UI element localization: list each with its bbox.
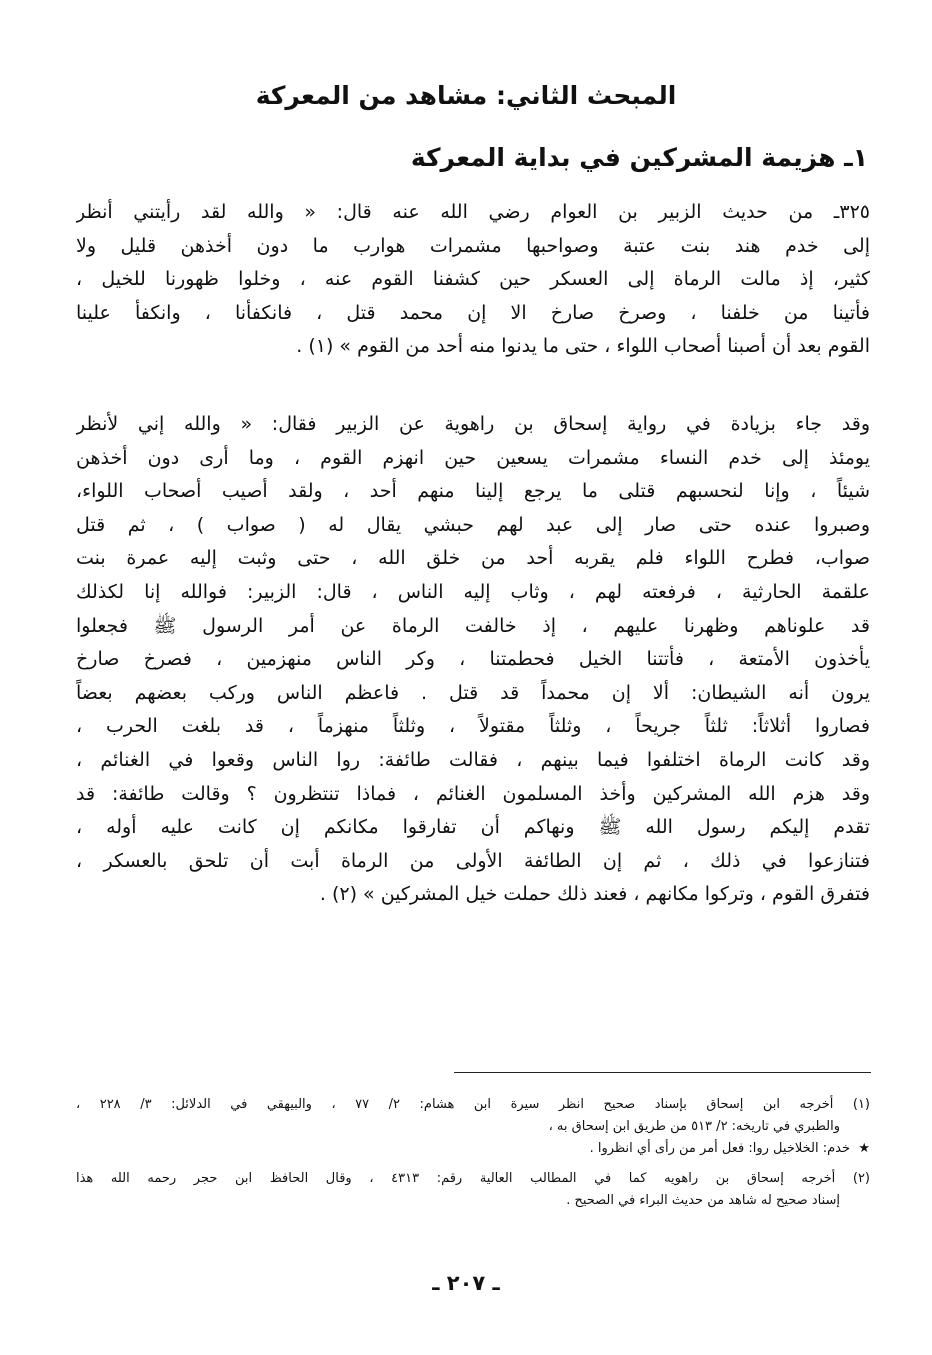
text-line: إلى خدم هند بنت عتبة وصواحبها مشمرات هوارب ما دون أخذهن قليل ولا bbox=[76, 234, 870, 257]
text-line: علقمة الحارثية ، فرفعته لهم ، وثاب إليه الناس ، قال: الزبير: فوالله إنا لكذلك bbox=[76, 580, 870, 603]
text-line: يومئذ إلى خدم النساء مشمرات يسعين حين انهزم القوم ، وما أرى دون أخذهن bbox=[76, 446, 870, 469]
text-line: صواب، فطرح اللواء فلم يقربه أحد من خلق الله ، حتى وثبت إليه عمرة بنت bbox=[76, 547, 870, 570]
text-line: يأخذون الأمتعة ، فأتتنا الخيل فحطمتنا ، وكر الناس منهزمين ، فصرخ صارخ bbox=[76, 648, 870, 671]
footnote-line: والطبري في تاريخه: ٢/ ٥١٣ من طريق ابن إسحاق به ، bbox=[548, 1119, 840, 1134]
footnotes bbox=[76, 1094, 870, 1220]
text-line: القوم بعد أن أصبنا أصحاب اللواء ، حتى ما يدنوا منه أحد من القوم » (١) . bbox=[296, 335, 870, 358]
section-subtitle: ١ـ هزيمة المشركين في بداية المعركة bbox=[410, 143, 868, 172]
text-line: قد علوناهم وظهرنا عليهم ، إذ خالفت الرماة عن أمر الرسول ﷺ فجعلوا bbox=[76, 614, 870, 637]
text-line: فصاروا أثلاثاً: ثلثاً جريحاً ، وثلثاً مقتولاً ، وثلثاً منهزماً ، قد بلغت الحرب ، bbox=[76, 715, 870, 738]
text-line: يرون أنه الشيطان: ألا إن محمداً قد قتل . فاعظم الناس وركب بعضهم بعضاً bbox=[76, 681, 870, 704]
text-line: تقدم إليكم رسول الله ﷺ ونهاكم أن تفارقوا مكانكم إن كانت عليه أوله ، bbox=[76, 816, 870, 839]
footnote-star-text: خدم: الخلاخيل روا: فعل أمر من رأى أي انظروا . bbox=[589, 1141, 850, 1156]
text-line: وقد هزم الله المشركين وأخذ المسلمون الغنائم ، فماذا تنتظرون ؟ وقالت طائفة: قد bbox=[76, 782, 870, 805]
text-line: كثير، إذ مالت الرماة إلى العسكر حين كشفنا القوم عنه ، وخلوا ظهورنا للخيل ، bbox=[76, 268, 870, 291]
footnote-star-line bbox=[76, 1138, 870, 1160]
text-line: فتفرق القوم ، وتركوا مكانهم ، فعند ذلك حملت خيل المشركين » (٢) . bbox=[319, 883, 870, 906]
text-line: ٣٢٥ـ من حديث الزبير بن العوام رضي الله عنه قال: « والله لقد رأيتني أنظر bbox=[76, 201, 870, 223]
star-icon: ★ bbox=[858, 1141, 870, 1156]
footnote-1 bbox=[76, 1094, 870, 1160]
footnote-2 bbox=[76, 1168, 870, 1212]
footnote-divider bbox=[454, 1072, 871, 1073]
text-line: فأتينا من خلفنا ، وصرخ صارخ الا إن محمد قتل ، فانكفأنا ، وانكفأ علينا bbox=[76, 301, 870, 324]
section-title: المبحث الثاني: مشاهد من المعركة bbox=[255, 81, 677, 110]
text-line: شيئاً ، وإنا لنحسبهم قتلى ما يرجع إلينا منهم أحد ، ولقد أصيب أصحاب اللواء، bbox=[76, 480, 870, 503]
text-line: فتنازعوا في ذلك ، ثم إن الطائفة الأولى من الرماة أبت أن تلحق بالعسكر ، bbox=[76, 849, 870, 872]
text-line: وقد جاء بزيادة في رواية إسحاق بن راهوية عن الزبير فقال: « والله إني لأنظر bbox=[76, 413, 870, 435]
text-line: وصبروا عنده حتى صار إلى عبد لهم حبشي يقال له ( صواب ) ، ثم قتل bbox=[76, 513, 870, 536]
footnote-line: (١) أخرجه ابن إسحاق بإسناد صحيح انظر سيرة ابن هشام: ٢/ ٧٧ ، والبيهقي في الدلائل: ٣/ ٢٢٨ ، bbox=[76, 1097, 870, 1112]
paragraph-hadith-325 bbox=[76, 196, 870, 364]
paragraph-ishaq-narration bbox=[76, 408, 870, 912]
page-number: ـ ٢٠٧ ـ bbox=[432, 1271, 500, 1295]
text-line: وقد كانت الرماة اختلفوا فيما بينهم ، فقالت طائفة: روا الناس وقعوا في الغنائم ، bbox=[76, 748, 870, 771]
footnote-line: (٢) أخرجه إسحاق بن راهويه كما في المطالب العالية رقم: ٤٣١٣ ، وقال الحافظ ابن حجر رحمه الله هذا bbox=[76, 1171, 870, 1186]
footnote-line: إسناد صحيح له شاهد من حديث البراء في الصحيح . bbox=[566, 1193, 840, 1208]
